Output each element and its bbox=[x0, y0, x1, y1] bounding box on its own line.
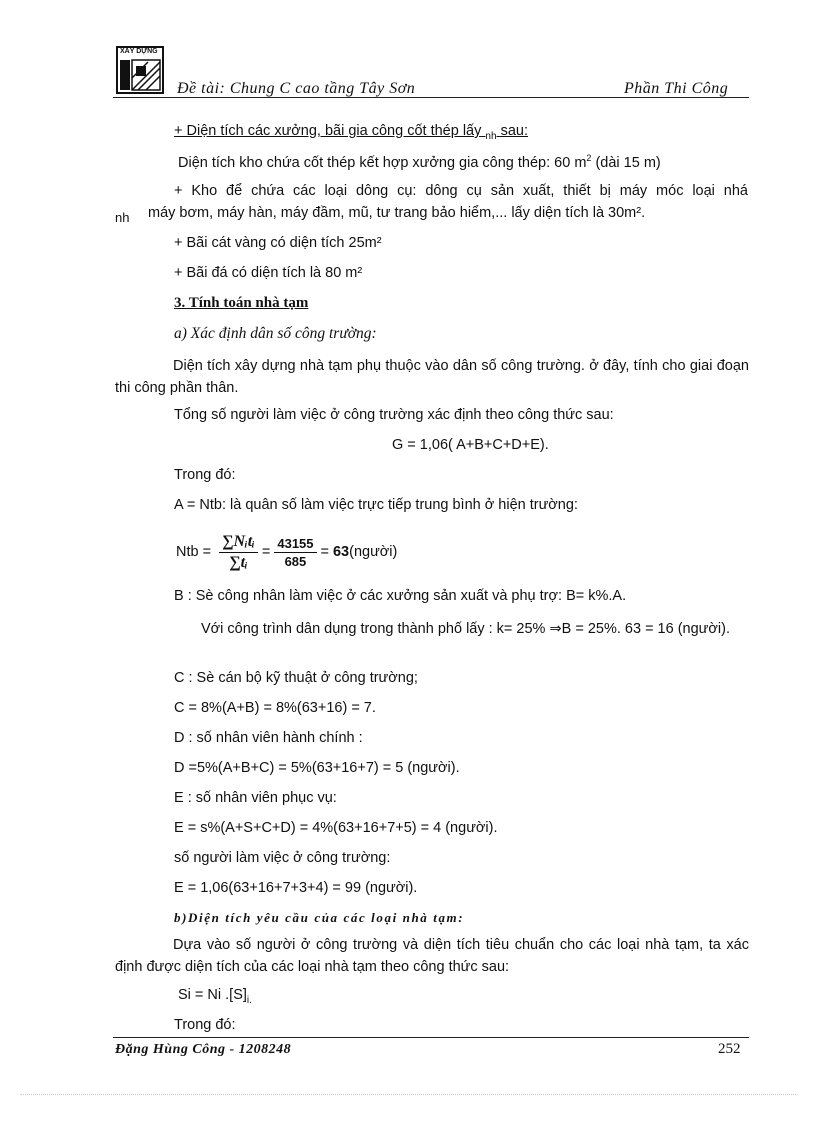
line-d-calc: D =5%(A+B+C) = 5%(63+16+7) = 5 (người). bbox=[174, 760, 460, 776]
line-trong-do: Trong đó: bbox=[174, 467, 236, 483]
line-stone-yard: + Bãi đá có diện tích là 80 m² bbox=[174, 265, 363, 281]
formula-ntb bbox=[176, 527, 397, 577]
line-tool-store: + Kho để chứa các loại dông cụ: dông cụ sản xuất, thiết bị máy móc loại nhá bbox=[174, 183, 748, 199]
line-steel-store bbox=[178, 155, 661, 171]
line-trong-do-2: Trong đó: bbox=[174, 1017, 236, 1033]
ntb-equals-1: = bbox=[261, 544, 271, 560]
line-b-definition: B : Sè công nhân làm việc ở các xưởng sản xuất và phụ trợ: B= k%.A. bbox=[174, 588, 627, 604]
ntb-unit: (người) bbox=[349, 544, 398, 560]
formula-g: G = 1,06( A+B+C+D+E). bbox=[392, 437, 549, 453]
line-total-label: số người làm việc ở công trường: bbox=[174, 850, 391, 866]
paragraph-temp-housing bbox=[115, 355, 749, 399]
paragraph-area-method-text: Dựa vào số người ở công trường và diện tích tiêu chuẩn cho các loại nhà tạm, ta xác định được diện tích của các loại nhà tạm theo công thức sau: bbox=[115, 937, 749, 975]
line-c-calc: C = 8%(A+B) = 8%(63+16) = 7. bbox=[174, 700, 376, 716]
ntb-result: 63 bbox=[332, 544, 350, 560]
ntb-fraction-symbolic bbox=[219, 533, 258, 572]
line-tool-store-prefix: nh bbox=[115, 210, 130, 225]
line-total-calc: E = 1,06(63+16+7+3+4) = 99 (người). bbox=[174, 880, 418, 896]
paragraph-b-calc-text: Với công trình dân dụng trong thành phố lấy : k= 25% ⇒B = 25%. 63 = 16 (người). bbox=[201, 621, 730, 637]
line-d-definition: D : số nhân viên hành chính : bbox=[174, 730, 363, 746]
line-c-definition: C : Sè cán bộ kỹ thuật ở công trường; bbox=[174, 670, 418, 686]
paragraph-temp-housing-text: Diện tích xây dựng nhà tạm phụ thuộc vào dân số công trường. ở đây, tính cho giai đoạn thi công phần thân. bbox=[115, 358, 749, 396]
subheading-a: a) Xác định dân số công trường: bbox=[174, 325, 377, 342]
section-heading-3: 3. Tính toán nhà tạm bbox=[174, 295, 309, 311]
line-tool-store-cont: máy bơm, máy hàn, máy đầm, mũ, tư trang bảo hiểm,... lấy diện tích là 30m². bbox=[148, 205, 646, 221]
ntb-denominator: ∑tᵢ bbox=[229, 553, 248, 571]
line-workshop-area bbox=[174, 123, 528, 142]
steel-store-text: Diện tích kho chứa cốt thép kết hợp xưởng gia công thép: 60 m bbox=[178, 155, 587, 171]
steel-store-dims: (dài 15 m) bbox=[595, 155, 661, 171]
footer-rule bbox=[113, 1037, 749, 1038]
header-section: Phần Thi Công bbox=[624, 80, 729, 97]
si-formula-text: Si = Ni .[S] bbox=[178, 987, 247, 1003]
ntb-numerator: ∑Nᵢtᵢ bbox=[219, 533, 258, 553]
bottom-dotted-line bbox=[20, 1094, 796, 1095]
paragraph-area-method bbox=[115, 934, 749, 978]
header-title: Đề tài: Chung C cao tầng Tây Sơn bbox=[177, 80, 416, 97]
paragraph-b-calc bbox=[115, 618, 749, 640]
si-formula-sub: i. bbox=[246, 994, 252, 1006]
line-e-definition: E : số nhân viên phục vụ: bbox=[174, 790, 337, 806]
ntb-fraction-numeric bbox=[274, 536, 316, 569]
logo-text: XÂY DỰNG bbox=[120, 48, 158, 55]
line-e-calc: E = s%(A+S+C+D) = 4%(63+16+7+5) = 4 (người). bbox=[174, 820, 498, 836]
subheading-b: b)Diện tích yêu cầu của các loại nhà tạm: bbox=[174, 910, 465, 925]
workshop-area-sub: nh bbox=[485, 130, 497, 142]
company-logo bbox=[116, 46, 164, 94]
line-sand-yard: + Bãi cát vàng có diện tích 25m² bbox=[174, 235, 382, 251]
workshop-area-end: sau: bbox=[500, 123, 528, 139]
header-rule bbox=[113, 97, 749, 98]
ntb-numerator-value: 43155 bbox=[274, 536, 316, 553]
line-a-definition: A = Ntb: là quân số làm việc trực tiếp trung bình ở hiện trường: bbox=[174, 497, 578, 513]
ntb-equals-2: = bbox=[320, 544, 329, 560]
steel-store-sup: 2 bbox=[586, 153, 592, 164]
formula-si bbox=[178, 987, 252, 1006]
footer-author: Đặng Hùng Công - 1208248 bbox=[115, 1042, 292, 1057]
ntb-label: Ntb = bbox=[176, 544, 212, 560]
ntb-denominator-value: 685 bbox=[284, 553, 307, 569]
page-number: 252 bbox=[718, 1041, 741, 1057]
workshop-area-text: + Diện tích các xưởng, bãi gia công cốt thép lấy bbox=[174, 123, 482, 139]
line-total-formula-intro: Tổng số người làm việc ở công trường xác định theo công thức sau: bbox=[174, 407, 614, 423]
